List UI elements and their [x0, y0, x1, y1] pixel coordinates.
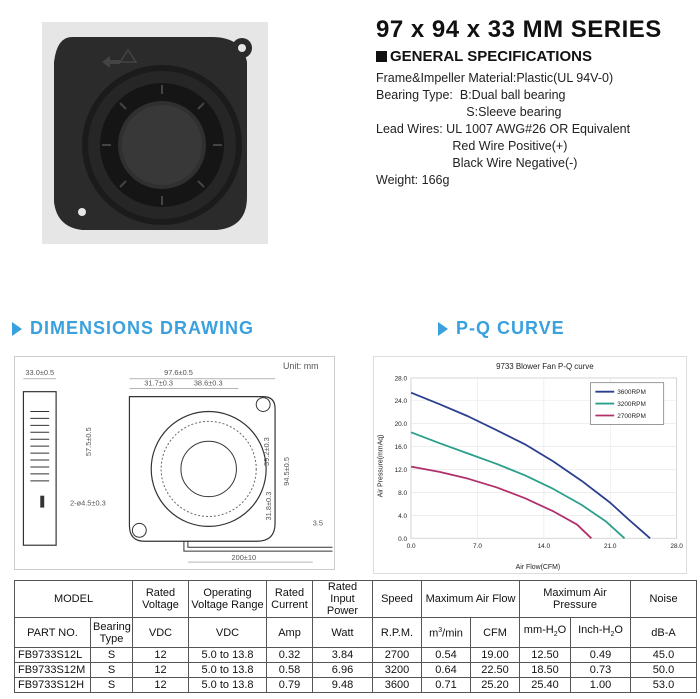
cell: 5.0 to 13.8 [189, 663, 267, 678]
table-row [15, 648, 697, 663]
cell: 0.79 [267, 678, 313, 693]
th-max-airflow: Maximum Air Flow [422, 581, 520, 618]
th-amp: Amp [267, 618, 313, 648]
cell: 12 [133, 663, 189, 678]
dim-97-6: 97.6±0.5 [164, 367, 193, 377]
cell: 9.48 [313, 678, 373, 693]
th-model: MODEL [15, 581, 133, 618]
product-photo [42, 22, 268, 244]
cell: 25.40 [520, 678, 571, 693]
cell-part-no: FB9733S12H [15, 678, 91, 693]
x-axis-label: Air Flow(CFM) [515, 564, 561, 572]
cell: 1.00 [571, 678, 631, 693]
y-tick-label: 20.0 [394, 421, 408, 429]
cell: 45.0 [631, 648, 697, 663]
dimensions-heading [12, 318, 254, 339]
cell: S [91, 648, 133, 663]
th-inchh2o: Inch-$H_2O$ [571, 618, 631, 648]
th-watt: Watt [313, 618, 373, 648]
cell: S [91, 678, 133, 693]
y-tick-label: 8.0 [398, 489, 408, 497]
x-tick-label: 28.0 [670, 543, 683, 551]
spec-line: Red Wire Positive(+) [376, 139, 568, 153]
spec-heading-text: GENERAL SPECIFICATIONS [390, 48, 592, 65]
spec-table [14, 580, 697, 693]
th-operating-voltage: Operating Voltage Range [189, 581, 267, 618]
th-part-no: PART NO. [15, 618, 91, 648]
cell: 25.20 [471, 678, 520, 693]
y-tick-label: 4.0 [398, 512, 408, 520]
th-speed: Speed [373, 581, 422, 618]
cell-part-no: FB9733S12L [15, 648, 91, 663]
cell: 50.0 [631, 663, 697, 678]
cell: S [91, 663, 133, 678]
spec-line: Weight: 166g [376, 173, 450, 187]
dim-39-2: 39.2±0.3 [262, 437, 272, 466]
table-row [15, 663, 697, 678]
th-cfm: CFM [471, 618, 520, 648]
cell: 0.49 [571, 648, 631, 663]
cell: 12 [133, 678, 189, 693]
th-rated-voltage: Rated Voltage [133, 581, 189, 618]
spec-list [376, 70, 630, 189]
cell: 12.50 [520, 648, 571, 663]
cell: 18.50 [520, 663, 571, 678]
y-tick-label: 12.0 [394, 467, 408, 475]
series-line-2700rpm [411, 467, 591, 539]
cell: 0.71 [422, 678, 471, 693]
dimensions-drawing [14, 356, 335, 570]
th-bearing: Bearing Type [91, 618, 133, 648]
spec-line: Lead Wires: UL 1007 AWG#26 OR Equivalent [376, 122, 631, 136]
th-max-pressure: Maximum Air Pressure [520, 581, 631, 618]
x-tick-label: 7.0 [473, 543, 482, 551]
spec-line: S:Sleeve bearing [376, 105, 562, 119]
cell: 0.54 [422, 648, 471, 663]
cell-part-no: FB9733S12M [15, 663, 91, 678]
th-rated-current: Rated Current [267, 581, 313, 618]
unit-label: Unit: mm [282, 360, 319, 371]
legend-label: 3200RPM [617, 401, 646, 409]
arrow-right-icon [12, 322, 22, 336]
square-bullet-icon [376, 51, 387, 62]
th-mmh2o: $mm-H_2O$ [520, 618, 571, 648]
pq-heading [438, 318, 565, 339]
legend-label: 2700RPM [617, 412, 646, 420]
th-vdc-range: VDC [189, 618, 267, 648]
y-tick-label: 24.0 [394, 398, 408, 406]
side-view [23, 392, 56, 546]
cell: 5.0 to 13.8 [189, 678, 267, 693]
spec-heading [376, 48, 592, 65]
cell: 19.00 [471, 648, 520, 663]
spec-line: Black Wire Negative(-) [376, 156, 578, 170]
cell: 0.73 [571, 663, 631, 678]
th-m3: $m^3/\min$ [422, 618, 471, 648]
cell: 2700 [373, 648, 422, 663]
fan-illustration [42, 22, 268, 244]
dim-31-7: 31.7±0.3 [144, 378, 174, 388]
pq-heading-text: P-Q CURVE [456, 318, 565, 338]
cell: 12 [133, 648, 189, 663]
spec-line: Frame&Impeller Material:Plastic(UL 94V-0) [376, 71, 614, 85]
series-line-3200rpm [411, 432, 624, 538]
spec-line: Bearing Type: B:Dual ball bearing [376, 88, 566, 102]
y-tick-label: 28.0 [394, 375, 408, 383]
series-title: 97 x 94 x 33 MM SERIES [376, 16, 662, 43]
cell: 0.58 [267, 663, 313, 678]
cell: 3.84 [313, 648, 373, 663]
cell: 3600 [373, 678, 422, 693]
dim-hole: 2-ø4.5±0.3 [69, 498, 106, 508]
cell: 6.96 [313, 663, 373, 678]
x-tick-label: 14.0 [537, 543, 551, 551]
y-tick-label: 16.0 [394, 444, 408, 452]
x-tick-label: 21.0 [603, 543, 617, 551]
dim-wire: 200±10 [231, 553, 257, 563]
th-noise: Noise [631, 581, 697, 618]
dimensions-heading-text: DIMENSIONS DRAWING [30, 318, 255, 338]
dim-94-5: 94.5±0.5 [281, 457, 291, 486]
dim-33: 33.0±0.5 [25, 367, 55, 377]
cell: 0.32 [267, 648, 313, 663]
y-axis-label: Air Pressure(mmAq) [377, 434, 385, 498]
cell: 5.0 to 13.8 [189, 648, 267, 663]
cell: 3200 [373, 663, 422, 678]
legend-label: 3600RPM [617, 389, 646, 397]
cell: 53.0 [631, 678, 697, 693]
dim-31-8: 31.8±0.3 [264, 491, 274, 521]
dim-3-5: 3.5 [312, 518, 323, 528]
dim-57-5: 57.5±0.5 [83, 427, 93, 457]
x-tick-label: 0.0 [406, 543, 416, 551]
th-rated-power: Rated Input Power [313, 581, 373, 618]
cell: 0.64 [422, 663, 471, 678]
th-vdc: VDC [133, 618, 189, 648]
dim-38-6: 38.6±0.3 [193, 378, 223, 388]
th-rpm: R.P.M. [373, 618, 422, 648]
th-dba: dB-A [631, 618, 697, 648]
table-row [15, 678, 697, 693]
arrow-right-icon [438, 322, 448, 336]
cell: 22.50 [471, 663, 520, 678]
y-tick-label: 0.0 [398, 535, 408, 543]
chart-title: 9733 Blower Fan P-Q curve [496, 361, 594, 371]
pq-chart [373, 356, 687, 574]
